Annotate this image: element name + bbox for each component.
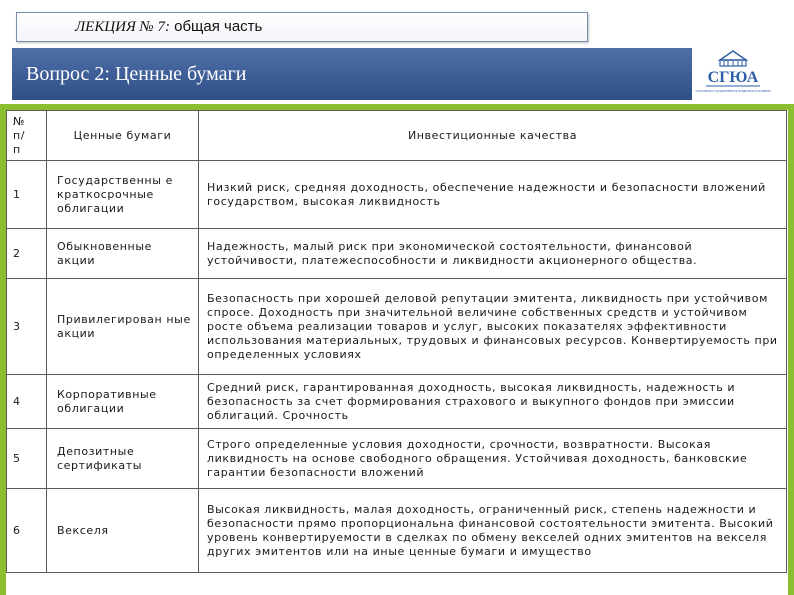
question-banner	[12, 48, 692, 100]
lecture-title-box	[16, 12, 588, 42]
row-number: 5	[7, 429, 47, 489]
university-logo-icon	[695, 48, 771, 100]
lecture-title	[75, 18, 262, 36]
header-securities: Ценные бумаги	[47, 111, 199, 161]
row-number: 2	[7, 229, 47, 279]
lecture-number: ЛЕКЦИЯ № 7:	[75, 19, 170, 35]
logo-caption: САРАТОВСКАЯ ГОСУДАРСТВЕННАЯ ЮРИДИЧЕСКАЯ АКАДЕМИЯ	[695, 90, 771, 93]
table-row	[7, 229, 787, 279]
table-sheet	[6, 110, 788, 595]
table-row	[7, 429, 787, 489]
security-qualities: Безопасность при хорошей деловой репутации эмитента, ликвидность при устойчивом спросе. Доходность при значительной величине собственных средств и устойчивом росте объема реализации товаров и услуг, высоких показателях эффективности использования материальных, трудовых и финансовых ресурсов. Конвертируемость при определенных условиях	[199, 279, 787, 375]
row-number: 1	[7, 161, 47, 229]
security-qualities: Надежность, малый риск при экономической состоятельности, финансовой устойчивости, платежеспособности и ликвидности акционерного общества.	[199, 229, 787, 279]
security-name: Привилегирован ные акции	[47, 279, 199, 375]
table-row	[7, 279, 787, 375]
question-title: Вопрос 2: Ценные бумаги	[26, 63, 247, 85]
lecture-subtitle: общая часть	[169, 18, 263, 35]
security-qualities: Низкий риск, средняя доходность, обеспечение надежности и безопасности вложений государством, высокая ликвидность	[199, 161, 787, 229]
table-row	[7, 161, 787, 229]
security-name: Депозитные сертификаты	[47, 429, 199, 489]
security-name: Векселя	[47, 489, 199, 573]
row-number: 4	[7, 375, 47, 429]
security-qualities: Строго определенные условия доходности, срочности, возвратности. Высокая ликвидность на основе свободного обращения. Устойчивая доходность, банковские гарантии безопасности вложений	[199, 429, 787, 489]
security-qualities: Высокая ликвидность, малая доходность, ограниченный риск, степень надежности и безопасности прямо пропорциональна финансовой состоятельности эмитента. Высокий уровень конвертируемости в сделках по обмену векселей одних эмитентов на векселя других эмитентов или на иные ценные бумаги и имущество	[199, 489, 787, 573]
security-name: Корпоративные облигации	[47, 375, 199, 429]
table-row	[7, 375, 787, 429]
security-qualities: Средний риск, гарантированная доходность, высокая ликвидность, надежность и безопасность за счет формирования страхового и выкупного фондов при эмиссии облигаций. Срочность	[199, 375, 787, 429]
security-name: Государственны е краткосрочные облигации	[47, 161, 199, 229]
row-number: 6	[7, 489, 47, 573]
header-investment-qualities: Инвестиционные качества	[199, 111, 787, 161]
university-logo	[695, 48, 771, 100]
row-number: 3	[7, 279, 47, 375]
header-num: № п/ п	[7, 111, 47, 161]
security-name: Обыкновенные акции	[47, 229, 199, 279]
table-header-row	[7, 111, 787, 161]
logo-text: СГЮА	[707, 69, 759, 86]
table-row	[7, 489, 787, 573]
securities-table	[6, 110, 787, 573]
